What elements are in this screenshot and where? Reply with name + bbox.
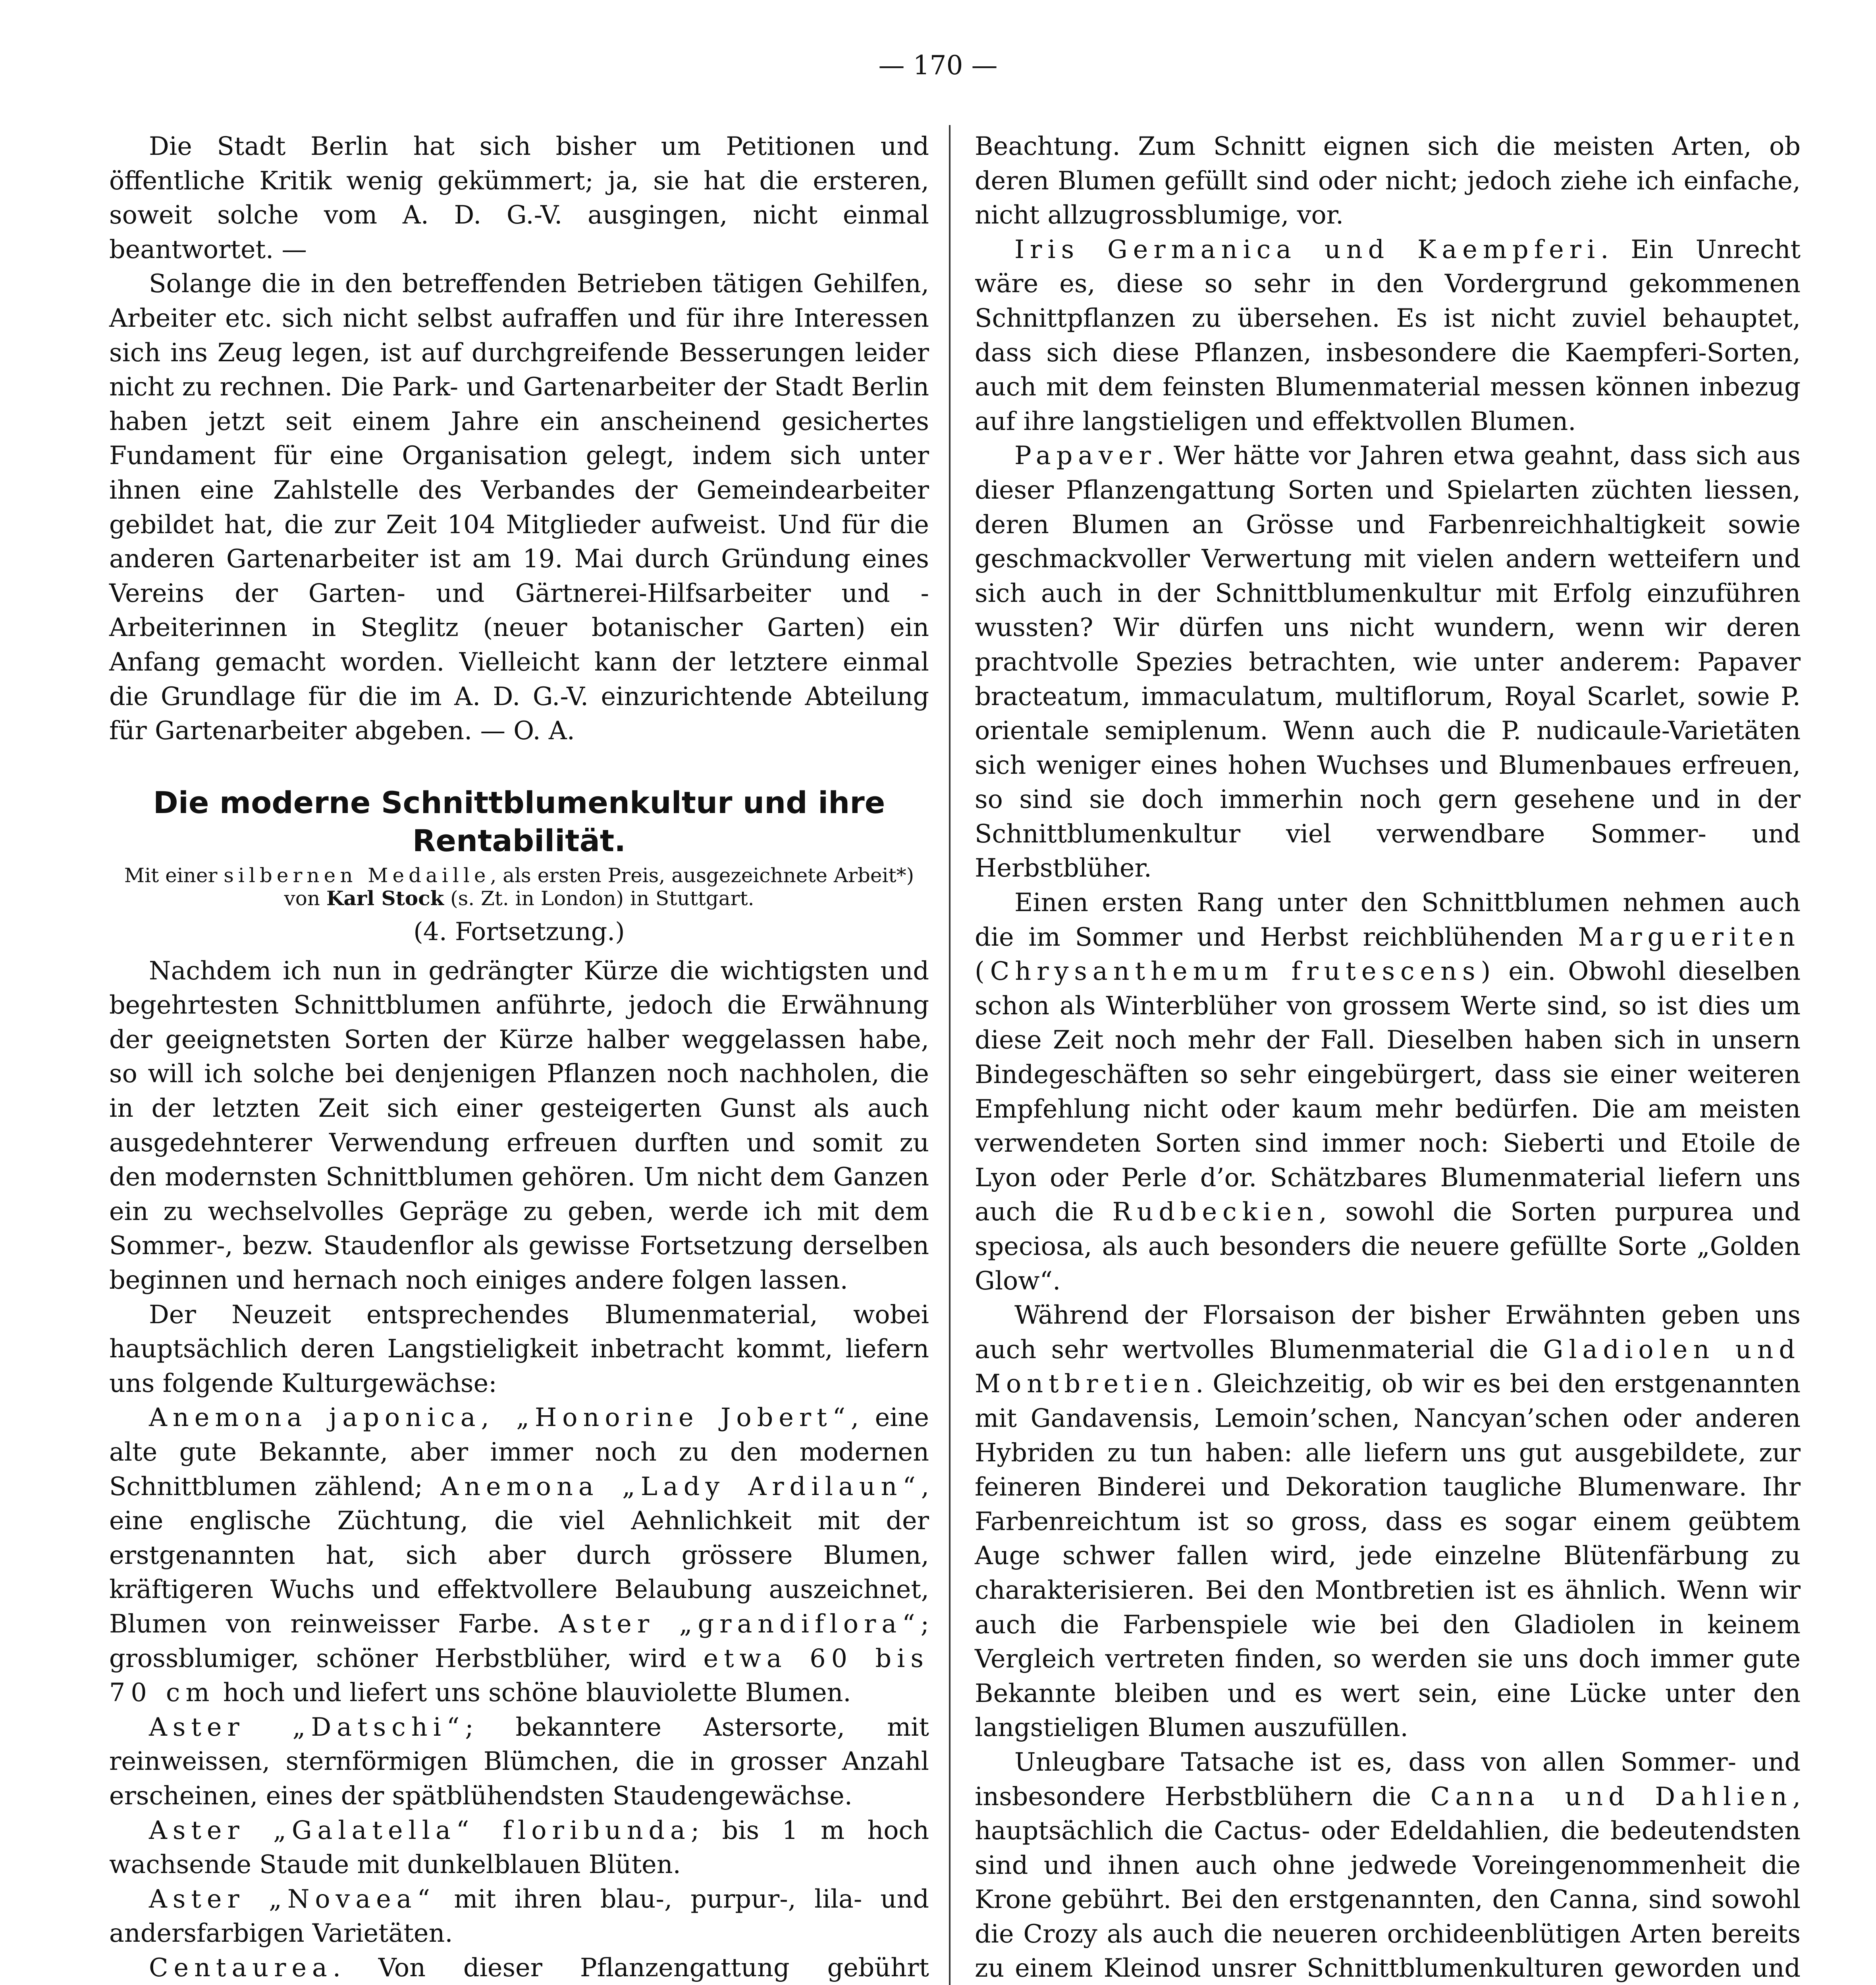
paragraph: Anemona japonica, „Honorine Jobert“, eine alte gute Bekannte, aber immer noch zu den modernen Schnittblumen zählend; Anemona „Lady Ardilaun“, eine englische Züchtung, die viel Aehnlichkeit mit der erstgenannten hat, sich aber durch grössere Blumen, kräftigeren Wuchs und effektvollere Belaubung auszeichnet, Blumen von reinweisser Farbe. Aster „grandiflora“; grossblumiger, schöner Herbstblüher, wird etwa 60 bis 70 cm hoch und liefert uns schöne blauviolette Blumen. (109, 1403, 929, 1707)
paragraph: Die Stadt Berlin hat sich bisher um Petitionen und öffentliche Kritik wenig gekümmert; ja, sie hat die ersteren, soweit solche vom A. D. G.-V. ausgingen, nicht einmal beantwortet. — (109, 131, 929, 264)
column-divider (949, 125, 951, 1985)
article-title: Die moderne Schnittblumenkultur und ihre Rentabilität. (153, 784, 885, 858)
author-name: Karl Stock (326, 886, 444, 910)
paragraph: Der Neuzeit entsprechendes Blumenmaterial, wobei hauptsächlich deren Langstieligkeit inbetracht kommt, liefern uns folgende Kulturgewächse: (109, 1299, 929, 1398)
article-subtitle: Mit einer silbernen Medaille, als ersten Preis, ausgezeichnete Arbeit*) von Karl Stock (s. Zt. in London) in Stuttgart. (124, 863, 914, 910)
paragraph: Aster „Galatella“ floribunda; bis 1 m hoch wachsende Staude mit dunkelblauen Blüten. (109, 1815, 929, 1879)
paragraph: Aster „Novaea“ mit ihren blau-, purpur-, lila- und andersfarbigen Varietäten. (109, 1884, 929, 1948)
paragraph: Solange die in den betreffenden Betrieben tätigen Gehilfen, Arbeiter etc. sich nicht selbst aufraffen und für ihre Interessen sich ins Zeug legen, ist auf durchgreifende Besserungen leider nicht zu rechnen. Die Park- und Gartenarbeiter der Stadt Berlin haben jetzt seit einem Jahre ein anscheinend gesichertes Fundament für eine Organisation gelegt, indem sich unter ihnen eine Zahlstelle des Verbandes der Gemeindearbeiter gebildet hat, die zur Zeit 104 Mitglieder aufweist. Und für die anderen Gartenarbeiter ist am 19. Mai durch Gründung eines Vereins der Garten- und Gärtnerei-Hilfsarbeiter und -Arbeiterinnen in Steglitz (neuer botanischer Garten) ein Anfang gemacht worden. Vielleicht kann der letztere einmal die Grundlage für die im A. D. G.-V. einzurichtende Abteilung für Gartenarbeiter abgeben. — O. A. (109, 269, 929, 746)
paragraph: Beachtung. Zum Schnitt eignen sich die meisten Arten, ob deren Blumen gefüllt sind oder nicht; jedoch ziehe ich einfache, nicht allzugrossblumige, vor. (975, 131, 1801, 230)
paragraph: Einen ersten Rang unter den Schnittblumen nehmen auch die im Sommer und Herbst reichblühenden Margueriten (Chrysanthemum frutescens) ein. Obwohl dieselben schon als Winterblüher von grossem Werte sind, so ist dies um diese Zeit noch mehr der Fall. Dieselben haben sich in unsern Bindegeschäften so sehr eingebürgert, dass sie einer weiteren Empfehlung nicht oder kaum mehr bedürfen. Die am meisten verwendeten Sorten sind immer noch: Sieberti und Etoile de Lyon oder Perle d’or. Schätzbares Blumenmaterial liefern uns auch die Rudbeckien, sowohl die Sorten purpurea und speciosa, als auch besonders die neuere gefüllte Sorte „Golden Glow“. (975, 888, 1801, 1295)
paragraph: Papaver. Wer hätte vor Jahren etwa geahnt, dass sich aus dieser Pflanzengattung Sorten und Spielarten züchten liessen, deren Blumen an Grösse und Farbenreichhaltigkeit sowie geschmackvoller Verwertung mit vielen andern wetteifern und sich auch in der Schnittblumenkultur mit Erfolg einzuführen wussten? Wir dürfen uns nicht wundern, wenn wir deren prachtvolle Spezies betrachten, wie unter anderem: Papaver bracteatum, immaculatum, multiflorum, Royal Scarlet, sowie P. orientale semiplenum. Wenn auch die P. nudicaule-Varietäten sich weniger eines hohen Wuchses und Blumenbaues erfreuen, so sind sie doch immerhin noch gern gesehene und in der Schnittblumenkultur viel verwendbare Sommer- und Herbstblüher. (975, 441, 1801, 883)
page-number: — 170 — (878, 50, 998, 81)
left-column (109, 129, 929, 1985)
continuation-label: (4. Fortsetzung.) (413, 917, 625, 946)
right-column (975, 129, 1801, 1985)
paragraph: Unleugbare Tatsache ist es, dass von allen Sommer- und insbesondere Herbstblühern die Canna und Dahlien, hauptsächlich die Cactus- oder Edeldahlien, die bedeutendsten sind und ihnen auch ohne jedwede Voreingenommenheit die Krone gebührt. Bei den erstgenannten, den Canna, sind sowohl die Crozy als auch die neueren orchideenblütigen Arten bereits zu einem Kleinod unsrer Schnittblumenkulturen geworden und (975, 1747, 1801, 1983)
paragraph: Centaurea. Von dieser Pflanzengattung gebührt (149, 1952, 929, 1982)
paragraph: Aster „Datschi“; bekanntere Astersorte, mit reinweissen, sternförmigen Blümchen, die in grosser Anzahl erscheinen, eines der spätblühendsten Staudengewächse. (109, 1712, 929, 1810)
paragraph: Während der Florsaison der bisher Erwähnten geben uns auch sehr wertvolles Blumenmaterial die Gladiolen und Montbretien. Gleichzeitig, ob wir es bei den erstgenannten mit Gandavensis, Lemoin’schen, Nancyan’schen oder anderen Hybriden zu tun haben: alle liefern uns gut ausgebildete, zur feineren Binderei und Dekoration taugliche Blumenware. Ihr Farbenreichtum ist so gross, dass es sogar einem geübtem Auge schwer fallen wird, jede einzelne Blütenfärbung zu charakterisieren. Bei den Montbretien ist es ähnlich. Wenn wir auch die Farbenspiele wie bei den Gladiolen in keinem Vergleich vertreten finden, so werden sie uns doch immer gute Bekannte bleiben und es wert sein, eine Lücke unter den langstieligen Blumen auszufüllen. (975, 1300, 1801, 1742)
paragraph: Nachdem ich nun in gedrängter Kürze die wichtigsten und begehrtesten Schnittblumen anführte, jedoch die Erwähnung der geeignetsten Sorten der Kürze halber weggelassen habe, so will ich solche bei denjenigen Pflanzen noch nachholen, die in der letzten Zeit sich einer gesteigerten Gunst als auch ausgedehnterer Verwendung erfreuen durften und somit zu den modernsten Schnittblumen gehören. Um nicht dem Ganzen ein zu wechselvolles Gepräge zu geben, werde ich mit dem Sommer-, bezw. Staudenflor als gewisse Fortsetzung derselben beginnen und hernach noch einiges andere folgen lassen. (109, 956, 929, 1295)
paragraph: Iris Germanica und Kaempferi. Ein Unrecht wäre es, diese so sehr in den Vordergrund gekommenen Schnittpflanzen zu übersehen. Es ist nicht zuviel behauptet, dass sich diese Pflanzen, insbesondere die Kaempferi-Sorten, auch mit dem feinsten Blumenmaterial messen können inbezug auf ihre langstieligen und effektvollen Blumen. (975, 234, 1801, 436)
